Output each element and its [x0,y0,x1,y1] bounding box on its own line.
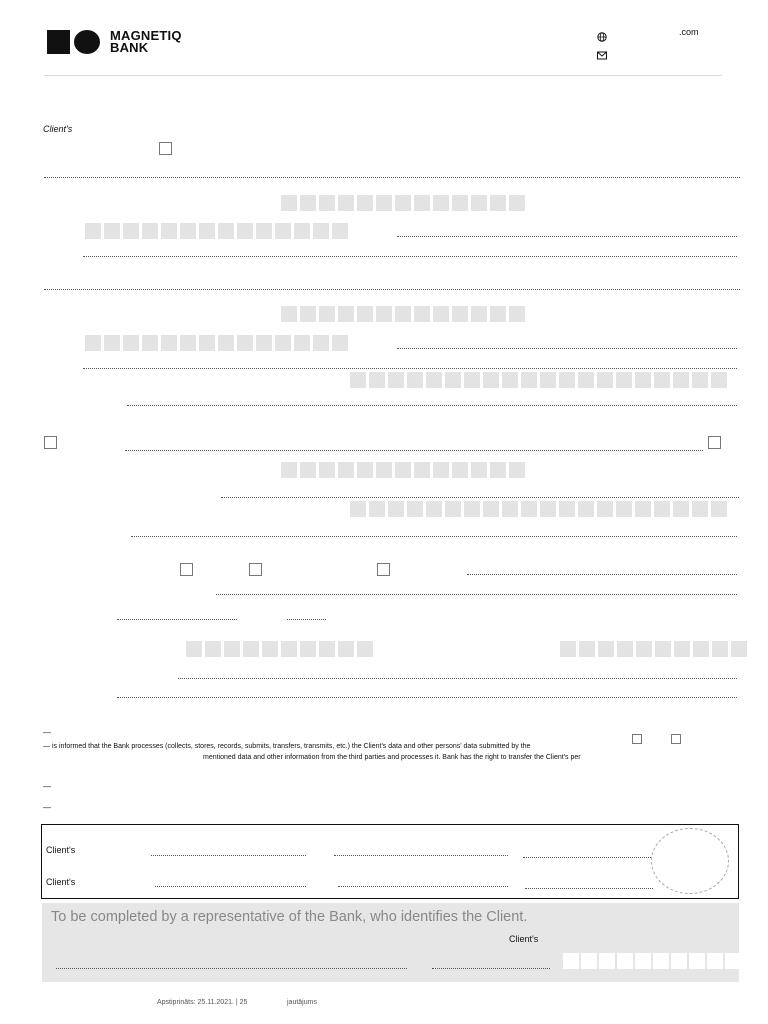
signature-row1-field1[interactable] [151,855,306,856]
website-suffix[interactable]: .com [679,27,699,37]
code-cells-a2 [85,223,348,239]
signature-row1-label: Client's [46,845,76,855]
globe-icon [597,29,607,39]
checkbox-d2[interactable] [249,563,262,576]
code-cells-e2 [560,641,747,657]
bank-section-field1[interactable] [56,968,407,969]
checkbox-c-right[interactable] [708,436,721,449]
consent-text-line2: mentioned data and other information from the third parties and processes it. Bank has the right to transfer the Client's per [203,754,581,761]
input-line-d3[interactable] [117,619,237,620]
input-line-a2[interactable] [83,256,737,257]
code-cells-b1 [281,306,525,322]
input-line-b3[interactable] [127,405,737,406]
checkbox-d3[interactable] [377,563,390,576]
client-heading: Client's [43,124,73,134]
brand-name-line1: MAGNETIQ [110,28,182,43]
bank-logo [47,30,101,54]
bank-section-field2[interactable] [432,968,550,969]
footer-note: jautājums [287,999,317,1006]
signature-row2-field2[interactable] [338,886,508,887]
divider-line-2 [44,289,740,290]
input-line-e1[interactable] [178,678,737,679]
bank-section-heading: To be completed by a representative of the Bank, who identifies the Client. [51,909,528,925]
input-line-e2[interactable] [117,697,737,698]
code-cells-b3 [350,372,727,388]
brand-name-line2: BANK [110,40,149,55]
signature-box [41,824,739,899]
bank-section [42,903,739,982]
input-line-d2[interactable] [216,594,737,595]
input-line-b2[interactable] [83,368,737,369]
stamp-circle [651,828,729,894]
input-line-c3[interactable] [131,536,737,537]
code-cells-c2 [350,501,727,517]
input-line-d1[interactable] [467,574,737,575]
code-cells-a1 [281,195,525,211]
signature-row1-field3[interactable] [523,857,651,858]
input-line-c1[interactable] [125,450,703,451]
divider-line-1 [44,177,740,178]
consent-dash-2: — [43,782,51,791]
checkbox-d1[interactable] [180,563,193,576]
consent-no-checkbox[interactable] [671,734,681,744]
bank-section-cells [563,953,741,969]
footer-approved: Apstiprināts: 25.11.2021. | 25 [157,999,248,1006]
consent-dash-3: — [43,803,51,812]
consent-yes-checkbox[interactable] [632,734,642,744]
code-cells-e1 [186,641,373,657]
mail-icon [597,47,607,56]
header-divider [44,75,722,76]
signature-row2-field3[interactable] [525,888,653,889]
input-line-d4[interactable] [287,619,326,620]
code-cells-c1 [281,462,525,478]
input-line-a1[interactable] [397,236,737,237]
checkbox-c-left[interactable] [44,436,57,449]
logo-circle [74,30,100,54]
consent-text-line1: — is informed that the Bank processes (collects, stores, records, submits, transfers, transmits, etc.) the Client's data and other persons' data submitted by the [43,743,531,750]
input-line-b1[interactable] [397,348,737,349]
code-cells-b2 [85,335,348,351]
logo-square [47,30,70,54]
signature-row2-label: Client's [46,877,76,887]
signature-row1-field2[interactable] [334,855,508,856]
consent-dash-top: — [43,728,51,737]
signature-row2-field1[interactable] [155,886,306,887]
input-line-c2[interactable] [221,497,739,498]
bank-section-client-label: Client's [509,934,539,944]
client-type-checkbox[interactable] [159,142,172,155]
